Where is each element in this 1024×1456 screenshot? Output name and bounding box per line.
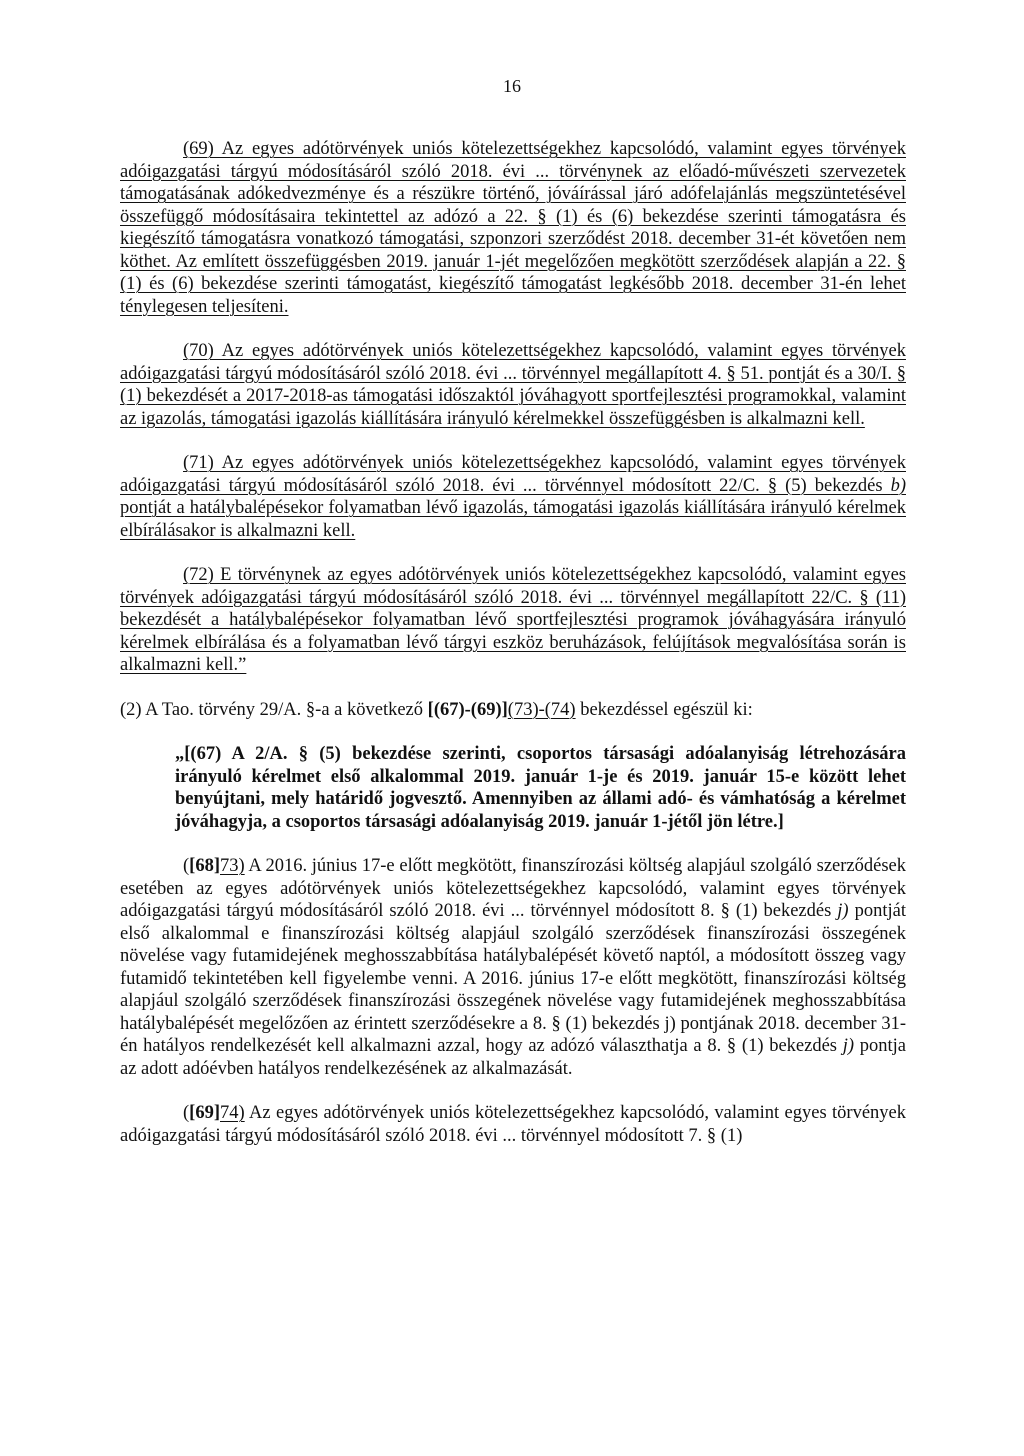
paragraph-73-text-b: pontját első alkalommal e finanszírozási költség alapjául szolgáló szerződések finanszírozási összegének növelése vagy futamidejének meghosszabbítása hatálybalépését követő naptól, a módosított összeg vagy futamidő tekintetében kell figyelembe venni. A 2016. június 17-e előtt megkötött, finanszírozási költség alapjául szolgáló szerződések finanszírozási összegének növelése vagy futamidejének meghosszabbítása hatálybalépését megelőzően az érintett szerződésekre a 8. § (1) bekezdés j) pontjának 2018. december 31-én hatályos rendelkezését kell alkalmazni azzal, hogy az adózó választhatja a 8. § (1) bekezdés [120, 901, 906, 1056]
paragraph-71-point-ref: b) [890, 475, 906, 496]
paragraph-73-point-ref-2: j) [842, 1036, 855, 1056]
paragraph-72: (72) E törvénynek az egyes adótörvények uniós kötelezettségekhez kapcsolódó, valamint egyes törvények adóigazgatási tárgyú módosításáról szóló 2018. évi ... törvénnyel megállapított 22/C. § (11) bekezdését a hatálybalépésekor folyamatban lévő sportfejlesztési programok jóváhagyására irányuló kérelmek elbírálása és a folyamatban lévő tárgyi eszköz beruházások, felújítások megvalósítása során is alkalmazni kell.” [120, 565, 906, 675]
paragraph-69: (69) Az egyes adótörvények uniós kötelezettségekhez kapcsolódó, valamint egyes törvények adóigazgatási tárgyú módosításáról szóló 2018. évi ... törvénynek az előadó-művészeti szervezetek támogatásának adókedvezménye és a részükre történő, jóváírással járó adófelajánlás megszüntetésével összefüggő módosításaira tekintettel az adózó a 22. § (1) és (6) bekezdése szerinti támogatásra és kiegészítő támogatásra vonatkozó támogatási, szponzori szerződést 2018. december 31-ét követően nem köthet. Az említett összefüggésben 2019. január 1-jét megelőzően megkötött szerződések alapján a 22. § (1) és (6) bekezdése szerinti támogatást, kiegészítő támogatást legkésőbb 2018. december 31-én lehet ténylegesen teljesíteni. [120, 139, 906, 317]
paragraph-74-text: Az egyes adótörvények uniós kötelezettségekhez kapcsolódó, valamint egyes törvények adóigazgatási tárgyú módosításáról szóló 2018. évi ... törvénnyel módosított 7. § (1) [120, 1103, 906, 1146]
paragraph-70: (70) Az egyes adótörvények uniós kötelezettségekhez kapcsolódó, valamint egyes törvények adóigazgatási tárgyú módosításáról szóló 2018. évi ... törvénnyel megállapított 4. § 51. pontját és a 30/I. § (1) bekezdését a 2017-2018-as támogatási időszaktól jóváhagyott sportfejlesztési programokkal, valamint az igazolás, támogatási igazolás kiállítására irányuló kérelmekkel összefüggésben is alkalmazni kell. [120, 341, 906, 429]
section-2-text-a: (2) A Tao. törvény 29/A. §-a a következő [120, 699, 428, 720]
deleted-paragraph-67: „[(67) A 2/A. § (5) bekezdése szerinti, csoportos társasági adóalanyiság létrehozására irányuló kérelmet első alkalommal 2019. január 1-je és 2019. január 15-e között lehet benyújtani, mely határidő jogvesztő. Amennyiben az állami adó- és vámhatóság a kérelmet jóváhagyja, a csoportos társasági adóalanyiság 2019. január 1-jétől jön létre.] [175, 744, 906, 832]
paragraph-71-text-b: pontját a hatálybalépésekor folyamatban lévő igazolás, támogatási igazolás kiállítására irányuló kérelmek elbírálásakor is alkalmazni kell. [120, 498, 906, 541]
section-2-deleted-range: [(67)-(69)] [427, 699, 508, 720]
document-body [120, 138, 906, 1147]
paragraph-73-point-ref-1: j) [837, 901, 849, 921]
paragraph-73-inserted-number: 73) [220, 856, 245, 876]
paragraph-74-deleted-number: [69] [189, 1103, 220, 1123]
paragraph-73-text-c: pontja az adott adóévben hatályos rendelkezésének az alkalmazását. [120, 1036, 906, 1079]
paragraph-73-open-paren: ( [183, 856, 190, 876]
paragraph-73-deleted-number: [68] [189, 856, 220, 876]
paragraph-74-inserted-number: 74) [220, 1103, 245, 1123]
page-number: 16 [503, 76, 521, 96]
section-2-text-b: bekezdéssel egészül ki: [575, 699, 753, 720]
paragraph-73 [120, 855, 906, 1080]
section-2-intro [120, 699, 906, 722]
paragraph-74 [120, 1102, 906, 1147]
paragraph-71-text-a: (71) Az egyes adótörvények uniós kötelezettségekhez kapcsolódó, valamint egyes törvények adóigazgatási tárgyú módosításáról szóló 2018. évi ... törvénnyel módosított 22/C. § (5) bekezdés [120, 453, 906, 496]
paragraph-71 [120, 452, 906, 542]
section-2-inserted-range: (73)-(74) [507, 699, 576, 720]
paragraph-73-text-a: A 2016. június 17-e előtt megkötött, finanszírozási költség alapjául szolgáló szerződések esetében az egyes adótörvények uniós kötelezettségekhez kapcsolódó, valamint egyes törvények adóigazgatási tárgyú módosításáról szóló 2018. évi ... törvénnyel módosított 8. § (1) bekezdés [120, 856, 906, 921]
paragraph-74-open-paren: ( [183, 1103, 190, 1123]
